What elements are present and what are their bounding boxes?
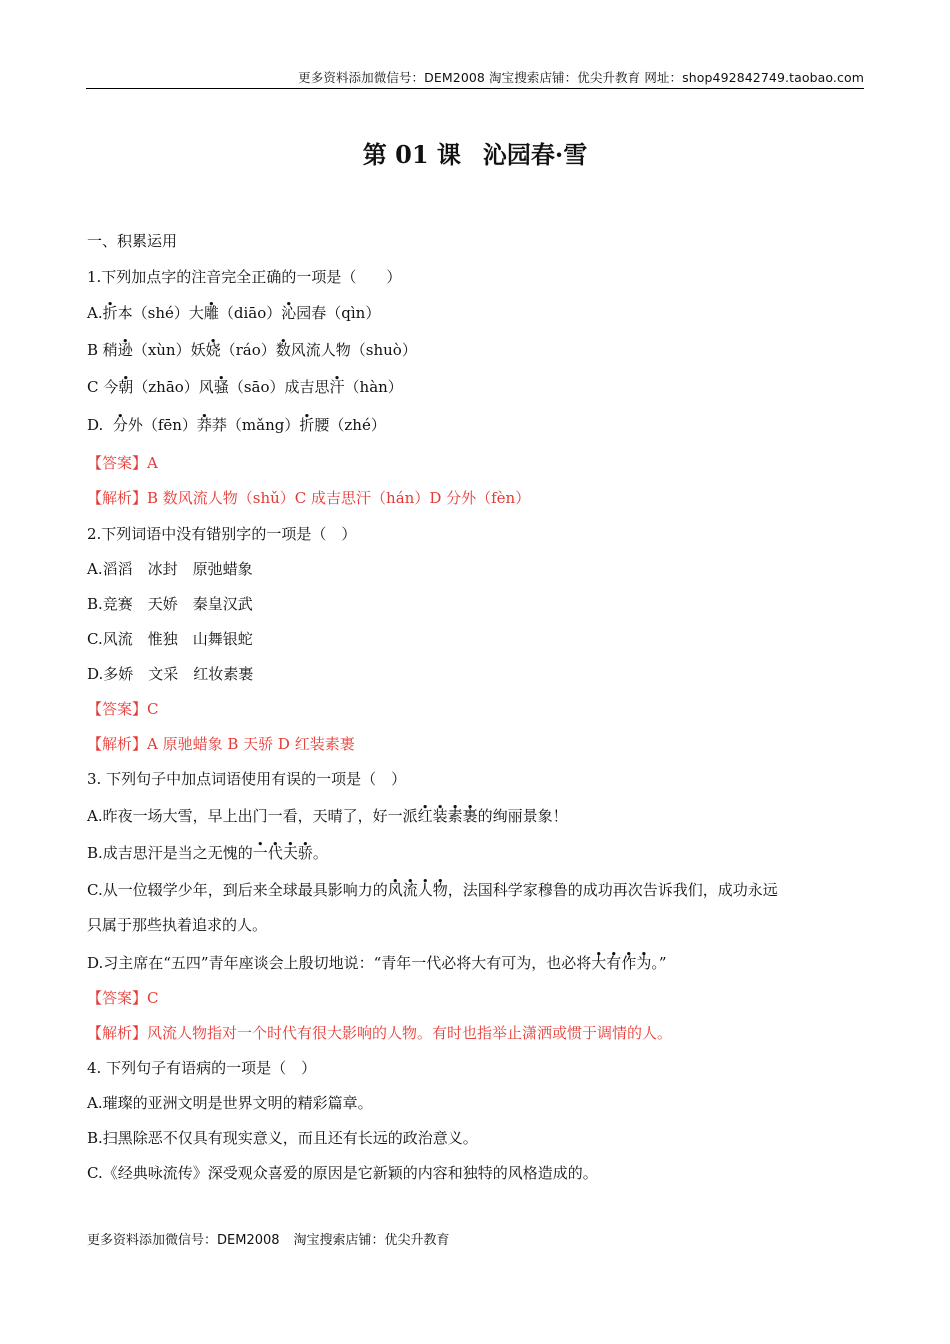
footer-shop: 淘宝搜索店铺：优尖升教育 <box>293 1233 450 1248</box>
dotted-phrase <box>388 881 448 899</box>
q1-option-a: A.折本（shé）大雕（diāo）沁园春（qìn） <box>87 304 381 322</box>
q2-option-a: A.滔滔 冰封 原弛蜡象 <box>87 560 253 578</box>
dotted-char: 骄 <box>297 844 313 862</box>
dotted-char: 物 <box>432 881 448 899</box>
dotted-char: 汗 <box>329 378 345 396</box>
page-footer <box>87 1229 450 1248</box>
q2-option-c: C.风流 惟独 山舞银蛇 <box>87 630 253 648</box>
q2-stem: 2.下列词语中没有错别字的一项是（ ） <box>87 525 357 543</box>
dotted-char: 数 <box>275 341 291 359</box>
footer-wechat: 更多资料添加微信号：DEM2008 <box>87 1233 280 1248</box>
page-header: 更多资料添加微信号：DEM2008 淘宝搜索店铺：优尖升教育 网址：shop492842749.taobao.com <box>298 70 864 85</box>
dotted-char: 莽 <box>196 416 212 434</box>
q3-answer: 【答案】C <box>87 989 159 1007</box>
dotted-phrase <box>591 954 651 972</box>
q1-option-d: D. 分外（fēn）莽莽（mǎng）折腰（zhé） <box>87 416 386 434</box>
q1-answer: 【答案】A <box>87 454 158 472</box>
q1-option-b: B 稍逊（xùn）妖娆（ráo）数风流人物（shuò） <box>87 341 417 359</box>
q4-option-a: A.璀璨的亚洲文明是世界文明的精彩篇章。 <box>87 1094 373 1112</box>
lesson-number: 第 01 课 <box>362 140 461 169</box>
dotted-char: 天 <box>282 844 298 862</box>
header-rule <box>86 88 864 89</box>
dotted-char: 朝 <box>118 378 134 396</box>
lesson-name: 沁园春·雪 <box>482 140 588 169</box>
q3-option-a: A.昨夜一场大雪，早上出门一看，天晴了，好一派红装素裹的绚丽景象！ <box>87 807 568 825</box>
q2-option-b: B.竞赛 天娇 秦皇汉武 <box>87 595 253 613</box>
dotted-char: 红 <box>417 807 433 825</box>
dotted-char: 裹 <box>462 807 478 825</box>
q3-option-b: B.成吉思汗是当之无愧的一代天骄。 <box>87 844 328 862</box>
dotted-char: 风 <box>387 881 403 899</box>
dotted-char: 折 <box>299 416 315 434</box>
dotted-char: 一 <box>252 844 268 862</box>
q3-option-d: D.习主席在“五四”青年座谈会上殷切地说：“青年一代必将大有可为，也必将大有作为。” <box>87 954 667 972</box>
section-heading: 一、积累运用 <box>87 232 178 250</box>
dotted-char: 作 <box>621 954 637 972</box>
dotted-char: 有 <box>606 954 622 972</box>
dotted-char: 素 <box>447 807 463 825</box>
dotted-char: 雕 <box>203 304 219 322</box>
dotted-char: 流 <box>402 881 418 899</box>
dotted-char: 代 <box>267 844 283 862</box>
q2-answer: 【答案】C <box>87 700 159 718</box>
q4-stem: 4. 下列句子有语病的一项是（ ） <box>87 1059 317 1077</box>
dotted-phrase <box>253 844 313 862</box>
q3-option-c-cont: 只属于那些执着追求的人。 <box>87 916 268 934</box>
dotted-char: 装 <box>432 807 448 825</box>
q4-option-b: B.扫黑除恶不仅具有现实意义，而且还有长远的政治意义。 <box>87 1129 478 1147</box>
dotted-char: 逊 <box>117 341 133 359</box>
q4-option-c: C.《经典咏流传》深受观众喜爱的原因是它新颖的内容和独特的风格造成的。 <box>87 1164 598 1182</box>
dotted-char: 大 <box>591 954 607 972</box>
q1-stem: 1.下列加点字的注音完全正确的一项是（ ） <box>87 268 402 286</box>
dotted-char: 为 <box>636 954 652 972</box>
q1-option-c: C 今朝（zhāo）风骚（sāo）成吉思汗（hàn） <box>87 378 403 396</box>
dotted-char: 沁 <box>281 304 297 322</box>
q2-option-d: D.多娇 文采 红妆素裹 <box>87 665 254 683</box>
page-title <box>0 135 950 170</box>
dotted-char: 折 <box>102 304 118 322</box>
q2-analysis: 【解析】A 原驰蜡象 B 天骄 D 红装素裹 <box>87 735 355 753</box>
dotted-char: 骚 <box>213 378 229 396</box>
dotted-char: 人 <box>417 881 433 899</box>
dotted-phrase <box>418 807 478 825</box>
dotted-char: 娆 <box>205 341 221 359</box>
dotted-char: 分 <box>112 416 128 434</box>
q3-stem: 3. 下列句子中加点词语使用有误的一项是（ ） <box>87 770 407 788</box>
q3-option-c: C.从一位辍学少年，到后来全球最具影响力的风流人物，法国科学家穆鲁的成功再次告诉我们，成功永远 <box>87 881 778 899</box>
q3-analysis: 【解析】风流人物指对一个时代有很大影响的人物。有时也指举止潇洒或惯于调情的人。 <box>87 1024 673 1042</box>
q1-analysis: 【解析】B 数风流人物（shǔ）C 成吉思汗（hán）D 分外（fèn） <box>87 489 531 507</box>
